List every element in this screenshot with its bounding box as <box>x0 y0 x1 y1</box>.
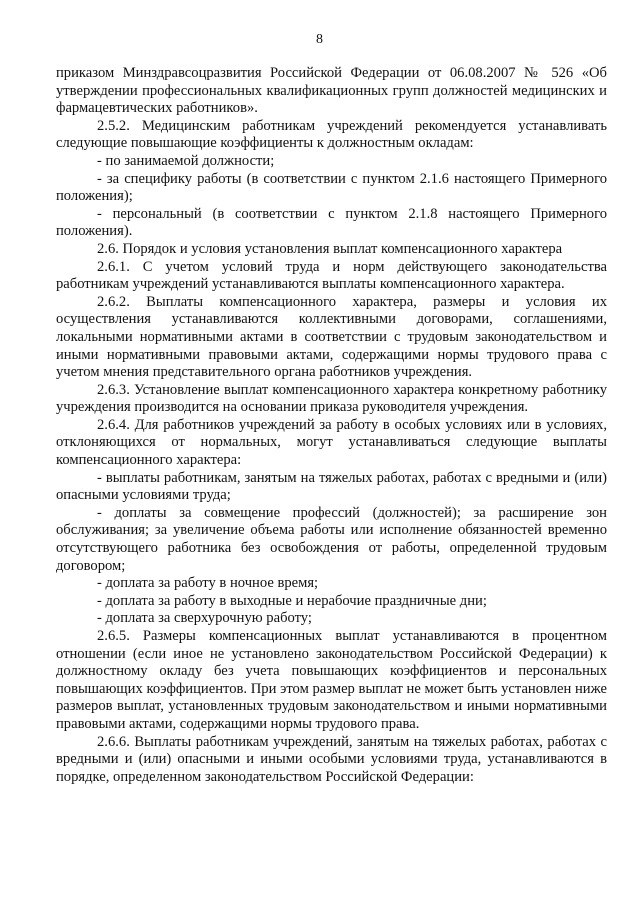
paragraph: 2.6.2. Выплаты компенсационного характера, размеры и условия их осуществления устанавливаются коллективными договорами, соглашениями, локальными нормативными актами в соответствии с трудовым законодательством и иными нормативными правовыми актами, содержащими нормы трудового права с учетом мнения представительного органа работников учреждения. <box>56 293 607 381</box>
list-item: - доплата за работу в ночное время; <box>97 575 319 592</box>
paragraph: 2.6.6. Выплаты работникам учреждений, занятым на тяжелых работах, работах с вредными и (или) опасными и иными особыми условиями труда, устанавливаются в порядке, определенном законодательством Российской Федерации: <box>56 733 607 785</box>
list-item: - доплаты за совмещение профессий (должностей); за расширение зон обслуживания; за увеличение объема работы или исполнение обязанностей временно отсутствующего работника без освобождения от работы, определенной трудовым договором; <box>56 504 607 574</box>
paragraph: 2.6.3. Установление выплат компенсационного характера конкретному работнику учреждения производится на основании приказа руководителя учреждения. <box>56 381 607 416</box>
paragraph: 2.5.2. Медицинским работникам учреждений рекомендуется устанавливать следующие повышающие коэффициенты к должностным окладам: <box>56 117 607 152</box>
list-item: - доплата за работу в выходные и нерабочие праздничные дни; <box>97 592 487 609</box>
list-item: - персональный (в соответствии с пунктом 2.1.8 настоящего Примерного положения). <box>56 205 607 240</box>
list-item: - доплата за сверхурочную работу; <box>97 610 312 627</box>
list-item: - за специфику работы (в соответствии с пунктом 2.1.6 настоящего Примерного положения); <box>56 170 607 205</box>
paragraph: 2.6.4. Для работников учреждений за работу в особых условиях или в условиях, отклоняющихся от нормальных, могут устанавливаться следующие выплаты компенсационного характера: <box>56 416 607 469</box>
paragraph: 2.6.1. С учетом условий труда и норм действующего законодательства работникам учреждений устанавливаются выплаты компенсационного характера. <box>56 258 607 293</box>
page-number: 8 <box>316 32 323 47</box>
paragraph: приказом Минздравсоцразвития Российской Федерации от 06.08.2007 № 526 «Об утверждении профессиональных квалификационных групп должностей медицинских и фармацевтических работников». <box>56 65 607 117</box>
document-body <box>56 65 607 786</box>
paragraph: 2.6.5. Размеры компенсационных выплат устанавливаются в процентном отношении (если иное не установлено законодательством Российской Федерации) к должностному окладу без учета повышающих коэффициентов и персональных повышающих коэффициентов. При этом размер выплат не может быть установлен ниже размеров выплат, установленных трудовым законодательством и иными нормативными правовыми актами, содержащими нормы трудового права. <box>56 628 607 732</box>
list-item: - выплаты работникам, занятым на тяжелых работах, работах с вредными и (или) опасными условиями труда; <box>56 469 607 504</box>
section-heading: 2.6. Порядок и условия установления выплат компенсационного характера <box>97 240 563 257</box>
list-item: - по занимаемой должности; <box>97 152 275 169</box>
